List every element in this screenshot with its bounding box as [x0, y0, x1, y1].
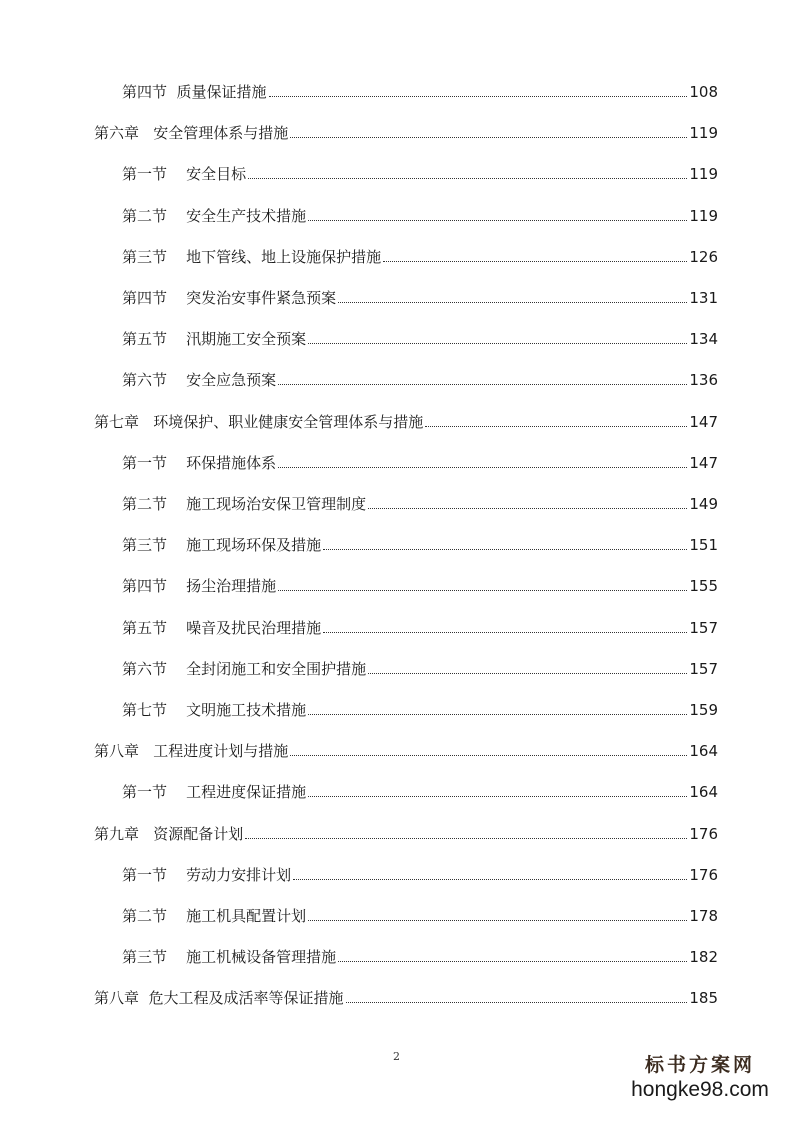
toc-entry-page: 147	[689, 412, 718, 431]
toc-section-entry[interactable]	[122, 696, 718, 720]
toc-dot-leader	[245, 838, 687, 839]
toc-entry-page: 182	[689, 948, 718, 967]
toc-entry-title: 第一节 环保措施体系	[122, 453, 277, 472]
toc-entry-page: 151	[689, 536, 718, 555]
toc-entry-page: 131	[689, 289, 718, 307]
toc-entry-title: 第五节 噪音及扰民治理措施	[122, 618, 322, 637]
toc-dot-leader	[308, 714, 687, 715]
toc-section-entry[interactable]	[122, 861, 718, 885]
toc-chapter-entry[interactable]	[94, 119, 718, 143]
toc-section-entry[interactable]	[122, 366, 718, 390]
site-watermark	[625, 1052, 775, 1114]
toc-entry-title: 第六章 安全管理体系与措施	[94, 124, 289, 143]
toc-entry-page: 157	[689, 618, 718, 637]
toc-entry-title: 第六节 安全应急预案	[122, 371, 277, 390]
toc-dot-leader	[383, 261, 687, 262]
toc-dot-leader	[338, 302, 687, 303]
toc-entry-page: 164	[689, 783, 718, 802]
toc-entry-title: 第一节 劳动力安排计划	[122, 865, 292, 884]
page-number: 2	[393, 1050, 400, 1063]
toc-entry-page: 126	[689, 247, 718, 266]
toc-entry-page: 119	[689, 206, 718, 225]
toc-dot-leader	[346, 1002, 688, 1003]
toc-entry-page: 176	[689, 824, 718, 843]
toc-chapter-entry[interactable]	[94, 820, 718, 844]
toc-dot-leader	[338, 961, 687, 962]
toc-entry-title: 第四节 突发治安事件紧急预案	[122, 289, 337, 307]
toc-entry-title: 第九章 资源配备计划	[94, 824, 244, 843]
toc-dot-leader	[308, 343, 687, 344]
toc-section-entry[interactable]	[122, 202, 718, 226]
toc-entry-title: 第四节 质量保证措施	[122, 83, 267, 101]
toc-section-entry[interactable]	[122, 490, 718, 514]
toc-entry-title: 第八章 工程进度计划与措施	[94, 742, 289, 761]
toc-entry-page: 134	[689, 330, 718, 349]
toc-entry-title: 第六节 全封闭施工和安全围护措施	[122, 659, 367, 678]
toc-dot-leader	[308, 796, 687, 797]
toc-entry-title: 第三节 地下管线、地上设施保护措施	[122, 247, 382, 266]
toc-entry-title: 第五节 汛期施工安全预案	[122, 330, 307, 349]
toc-entry-page: 157	[689, 659, 718, 678]
toc-entry-page: 149	[689, 495, 718, 513]
toc-section-entry[interactable]	[122, 902, 718, 926]
toc-chapter-entry[interactable]	[94, 737, 718, 761]
toc-dot-leader	[323, 549, 687, 550]
toc-section-entry[interactable]	[122, 284, 718, 308]
toc-dot-leader	[308, 920, 687, 921]
toc-entry-page: 164	[689, 742, 718, 761]
watermark-site-url: hongke98.com	[631, 1078, 769, 1101]
toc-entry-page: 155	[689, 577, 718, 596]
toc-dot-leader	[278, 590, 687, 591]
toc-dot-leader	[290, 137, 687, 138]
toc-entry-title: 第八章 危大工程及成活率等保证措施	[94, 989, 344, 1008]
toc-dot-leader	[323, 632, 687, 633]
toc-entry-page: 119	[689, 165, 718, 184]
toc-dot-leader	[308, 220, 687, 221]
toc-section-entry[interactable]	[122, 325, 718, 349]
toc-dot-leader	[425, 426, 687, 427]
toc-entry-page: 176	[689, 865, 718, 884]
toc-dot-leader	[278, 467, 687, 468]
toc-entry-page: 147	[689, 453, 718, 472]
toc-entry-page: 108	[689, 83, 718, 101]
toc-dot-leader	[248, 178, 687, 179]
toc-section-entry[interactable]	[122, 572, 718, 596]
toc-section-entry[interactable]	[122, 655, 718, 679]
toc-section-entry[interactable]	[122, 160, 718, 184]
toc-entry-title: 第四节 扬尘治理措施	[122, 577, 277, 596]
toc-entry-title: 第二节 施工现场治安保卫管理制度	[122, 495, 367, 513]
toc-entry-page: 119	[689, 124, 718, 143]
toc-entry-title: 第二节 施工机具配置计划	[122, 907, 307, 925]
toc-entry-title: 第二节 安全生产技术措施	[122, 206, 307, 225]
toc-chapter-entry[interactable]	[94, 408, 718, 432]
toc-dot-leader	[368, 508, 687, 509]
toc-section-entry[interactable]	[122, 243, 718, 267]
toc-section-entry[interactable]	[122, 778, 718, 802]
watermark-site-name: 标书方案网	[644, 1054, 755, 1076]
toc-section-entry[interactable]	[122, 531, 718, 555]
toc-dot-leader	[293, 879, 687, 880]
toc-entry-page: 136	[689, 371, 718, 390]
toc-dot-leader	[269, 96, 688, 97]
toc-section-entry[interactable]	[122, 943, 718, 967]
toc-entry-title: 第一节 工程进度保证措施	[122, 783, 307, 802]
toc-chapter-entry[interactable]	[94, 984, 718, 1008]
toc-dot-leader	[368, 673, 687, 674]
toc-entry-page: 159	[689, 701, 718, 719]
toc-entry-title: 第三节 施工机械设备管理措施	[122, 948, 337, 967]
toc-entry-title: 第三节 施工现场环保及措施	[122, 536, 322, 555]
toc-entry-page: 185	[689, 989, 718, 1008]
toc-section-entry[interactable]	[122, 78, 718, 102]
toc-entry-title: 第七章 环境保护、职业健康安全管理体系与措施	[94, 412, 424, 431]
toc-section-entry[interactable]	[122, 449, 718, 473]
toc-dot-leader	[290, 755, 687, 756]
toc-entry-title: 第七节 文明施工技术措施	[122, 701, 307, 719]
toc-entry-title: 第一节 安全目标	[122, 165, 247, 184]
toc-section-entry[interactable]	[122, 614, 718, 638]
toc-dot-leader	[278, 384, 687, 385]
toc-entry-page: 178	[689, 907, 718, 925]
